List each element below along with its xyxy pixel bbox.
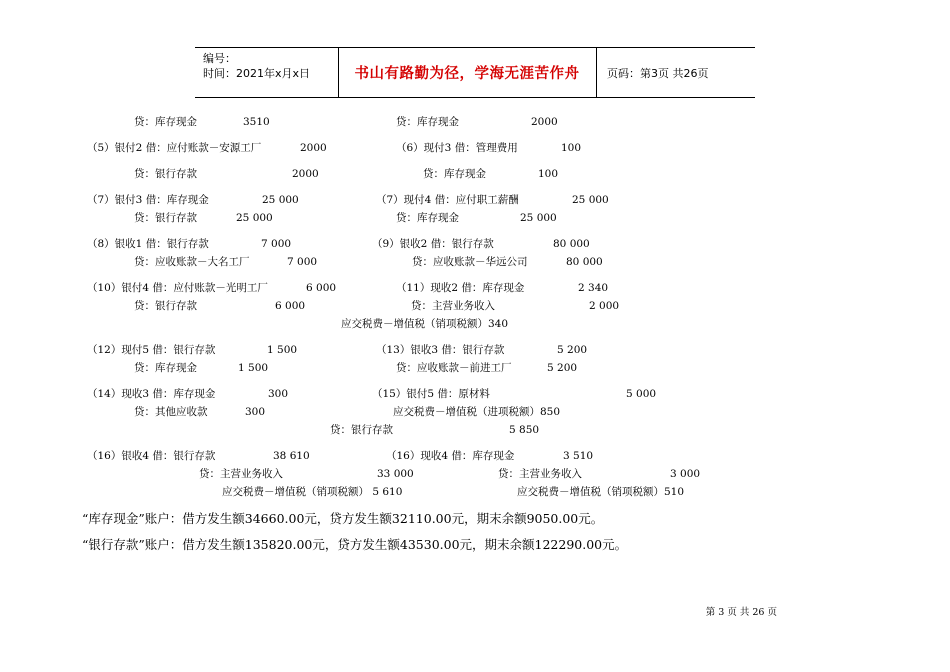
entry-amount: 6 000 xyxy=(275,300,306,312)
entry-line: （12）现付5 借：银行存款 xyxy=(87,344,216,356)
entry-amount: 80 000 xyxy=(566,256,603,268)
entry-line: 应交税费－增值税（销项税额） 5 610 xyxy=(222,486,403,498)
header-motto: 书山有路勤为径，学海无涯苦作舟 xyxy=(354,66,580,82)
entry-line: （7）银付3 借：库存现金 xyxy=(87,194,209,206)
entry-amount: 1 500 xyxy=(238,362,269,374)
entry-amount: 25 000 xyxy=(236,212,273,224)
entry-line: （16）现收4 借：库存现金 xyxy=(386,450,515,462)
entry-amount: 3 510 xyxy=(563,450,594,462)
entry-amount: 33 000 xyxy=(377,468,414,480)
entry-amount: 25 000 xyxy=(262,194,299,206)
entry-line: 贷：银行存款 xyxy=(134,300,197,312)
entry-amount: 25 000 xyxy=(520,212,557,224)
entry-amount: 100 xyxy=(561,142,582,154)
entry-line: （5）银付2 借：应付账款－安源工厂 xyxy=(87,142,262,154)
entry-line: （9）银收2 借：银行存款 xyxy=(372,238,494,250)
entry-line: 贷：库存现金 xyxy=(396,116,459,128)
entry-line: （6）现付3 借：管理费用 xyxy=(396,142,518,154)
entry-line: 贷：银行存款 xyxy=(330,424,393,436)
header-page-number: 页码：第3页 共26页 xyxy=(607,67,709,80)
entry-line: 应交税费－增值税（销项税额）340 xyxy=(341,318,509,330)
page-header xyxy=(195,47,755,98)
entry-line: （7）现付4 借：应付职工薪酬 xyxy=(376,194,519,206)
entry-line: 贷：主营业务收入 xyxy=(199,468,283,480)
time-label: 时间：2021年x月x日 xyxy=(203,67,311,80)
entry-line: （15）银付5 借：原材料 xyxy=(372,388,490,400)
entry-line: 贷：库存现金 xyxy=(134,362,197,374)
entry-line: 贷：其他应收款 xyxy=(134,406,208,418)
entry-line: （16）银收4 借：银行存款 xyxy=(87,450,216,462)
entry-amount: 3510 xyxy=(243,116,270,128)
entry-line: 贷：应收账款－大名工厂 xyxy=(134,256,250,268)
entry-amount: 5 200 xyxy=(547,362,578,374)
entry-amount: 5 850 xyxy=(509,424,540,436)
entry-line: 贷：库存现金 xyxy=(423,168,486,180)
entry-amount: 6 000 xyxy=(306,282,337,294)
entry-amount: 3 000 xyxy=(670,468,701,480)
entry-line: 贷：主营业务收入 xyxy=(411,300,495,312)
entry-amount: 2000 xyxy=(292,168,319,180)
entry-line: 贷：库存现金 xyxy=(134,116,197,128)
entry-amount: 300 xyxy=(268,388,289,400)
entry-line: （8）银收1 借：银行存款 xyxy=(87,238,209,250)
entry-amount: 2 000 xyxy=(589,300,620,312)
entry-line: 贷：库存现金 xyxy=(396,212,459,224)
entry-amount: 2 340 xyxy=(578,282,609,294)
entry-line: （14）现收3 借：库存现金 xyxy=(87,388,216,400)
page-footer: 第 3 页 共 26 页 xyxy=(705,607,777,618)
entry-amount: 300 xyxy=(245,406,266,418)
entry-amount: 7 000 xyxy=(261,238,292,250)
bank-account-summary: “银行存款”账户：借方发生额135820.00元，贷方发生额43530.00元，期末余额122290.00元。 xyxy=(82,537,628,552)
entry-line: 贷：主营业务收入 xyxy=(498,468,582,480)
entry-amount: 38 610 xyxy=(273,450,310,462)
entry-amount: 2000 xyxy=(300,142,327,154)
entry-line: 贷：应收账款－前进工厂 xyxy=(396,362,512,374)
entry-amount: 100 xyxy=(538,168,559,180)
entry-amount: 5 000 xyxy=(626,388,657,400)
entry-amount: 80 000 xyxy=(553,238,590,250)
code-label: 编号： xyxy=(203,52,236,65)
entry-amount: 2000 xyxy=(531,116,558,128)
entry-line: 贷：应收账款－华远公司 xyxy=(412,256,528,268)
entry-line: 应交税费－增值税（进项税额）850 xyxy=(393,406,561,418)
header-divider xyxy=(596,48,597,97)
entry-line: 贷：银行存款 xyxy=(134,212,197,224)
entry-amount: 25 000 xyxy=(572,194,609,206)
cash-account-summary: “库存现金”账户：借方发生额34660.00元，贷方发生额32110.00元，期末余额9050.00元。 xyxy=(82,511,604,526)
entry-amount: 7 000 xyxy=(287,256,318,268)
entry-line: 应交税费－增值税（销项税额）510 xyxy=(517,486,685,498)
entry-line: （11）现收2 借：库存现金 xyxy=(396,282,525,294)
entry-line: 贷：银行存款 xyxy=(134,168,197,180)
entry-line: （13）银收3 借：银行存款 xyxy=(376,344,505,356)
entry-line: （10）银付4 借：应付账款－光明工厂 xyxy=(87,282,268,294)
entry-amount: 5 200 xyxy=(557,344,588,356)
entry-amount: 1 500 xyxy=(267,344,298,356)
header-meta xyxy=(203,51,310,81)
